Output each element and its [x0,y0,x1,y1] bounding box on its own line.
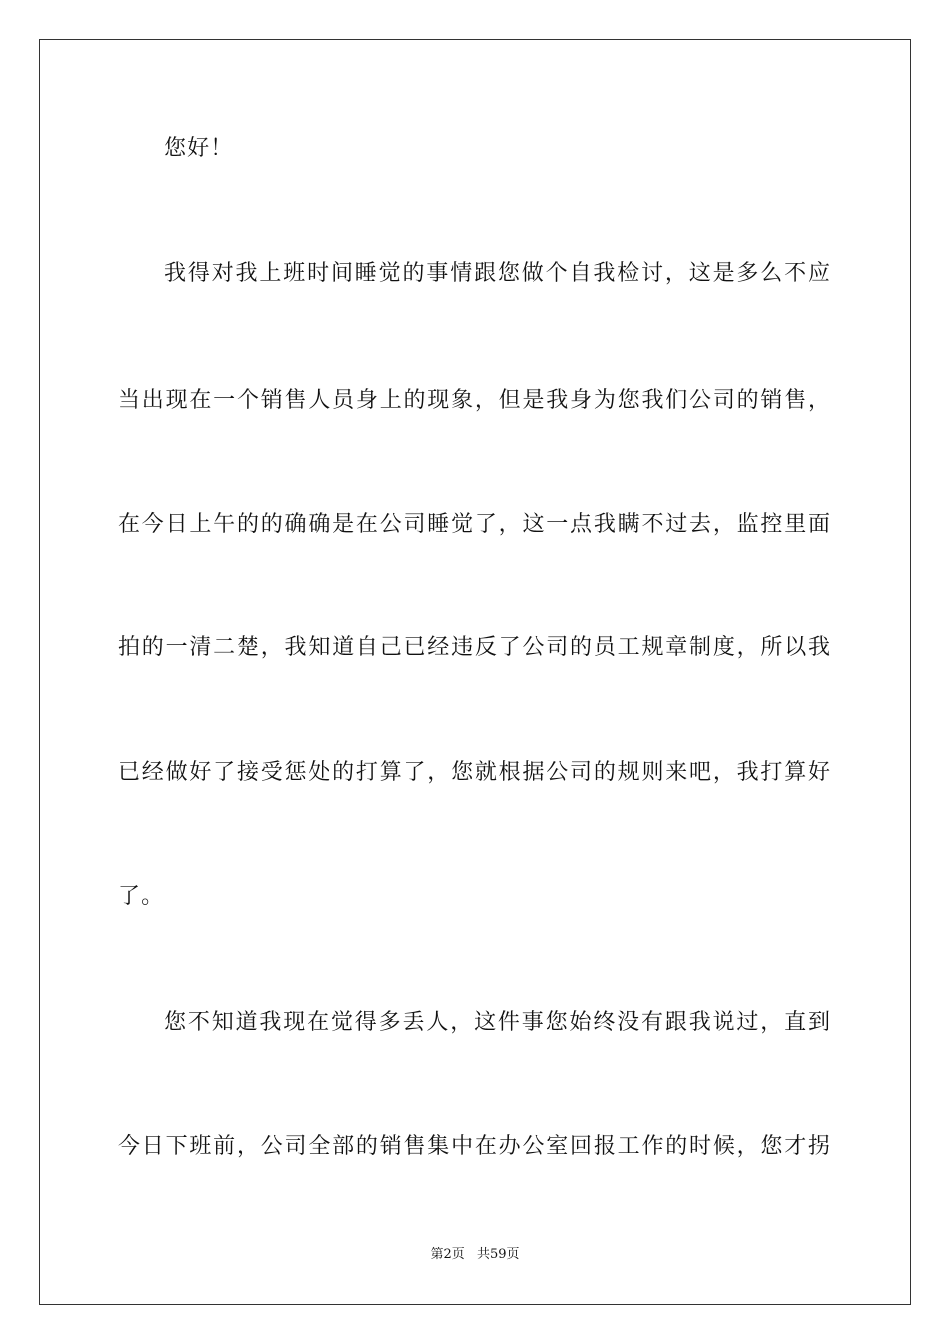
paragraph-line: 您不知道我现在觉得多丢人，这件事您始终没有跟我说过，直到 [164,1010,830,1035]
paragraph-line: 拍的一清二楚，我知道自己已经违反了公司的员工规章制度，所以我 [118,635,830,660]
page-number: 第2页 [430,1247,465,1262]
page-footer [0,1246,950,1264]
page-border [39,39,911,1305]
paragraph-line: 在今日上午的的确确是在公司睡觉了，这一点我瞒不过去，监控里面 [118,512,830,537]
page-total: 共59页 [476,1247,520,1262]
paragraph-line: 当出现在一个销售人员身上的现象，但是我身为您我们公司的销售， [118,388,830,413]
paragraph-line: 了。 [118,884,165,909]
greeting: 您好！ [164,136,234,161]
paragraph-line: 已经做好了接受惩处的打算了，您就根据公司的规则来吧，我打算好 [118,760,830,785]
paragraph-line: 我得对我上班时间睡觉的事情跟您做个自我检讨，这是多么不应 [164,261,830,286]
paragraph-line: 今日下班前，公司全部的销售集中在办公室回报工作的时候，您才拐 [118,1134,830,1159]
